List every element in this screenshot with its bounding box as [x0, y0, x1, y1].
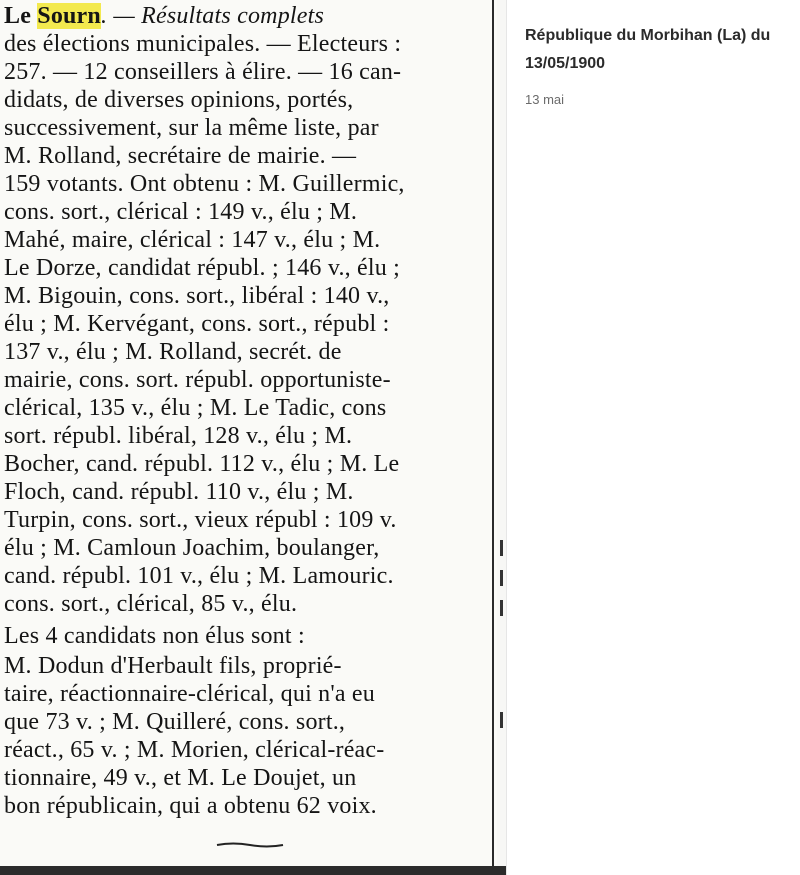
article-line: sort. républ. libéral, 128 v., élu ; M.	[4, 423, 353, 449]
article-line: réact., 65 v. ; M. Morien, clérical-réac-	[4, 737, 385, 763]
article-line: Les 4 candidats non élus sont :	[4, 623, 305, 649]
article-line: 257. — 12 conseillers à élire. — 16 can-	[4, 59, 402, 85]
article-line: des élections municipales. — Electeurs :	[4, 31, 402, 57]
column-rule	[492, 0, 494, 866]
article-line: Turpin, cons. sort., vieux républ : 109 v.	[4, 507, 397, 533]
article-line: Mahé, maire, clérical : 147 v., élu ; M.	[4, 227, 381, 253]
article-line: M. Dodun d'Herbault fils, proprié-	[4, 653, 342, 679]
article-line: 137 v., élu ; M. Rolland, secrét. de	[4, 339, 342, 365]
article-line: Le Dorze, candidat républ. ; 146 v., élu ;	[4, 255, 401, 281]
article-line: cons. sort., clérical, 85 v., élu.	[4, 591, 298, 617]
document-date: 13 mai	[525, 92, 565, 107]
article-line-rest: . — Résultats complets	[100, 3, 325, 29]
article-line: didats, de diverses opinions, portés,	[4, 87, 354, 113]
article-line: Floch, cand. républ. 110 v., élu ; M.	[4, 479, 354, 505]
article-line: que 73 v. ; M. Quilleré, cons. sort.,	[4, 709, 346, 735]
article-line: M. Bigouin, cons. sort., libéral : 140 v.,	[4, 283, 390, 309]
article-line: mairie, cons. sort. républ. opportuniste-	[4, 367, 391, 393]
article-line: tionnaire, 49 v., et M. Le Doujet, un	[4, 765, 357, 791]
viewer-bottom-bar	[0, 866, 506, 875]
article-line: Bocher, cand. républ. 112 v., élu ; M. Le	[4, 451, 400, 477]
article-line	[4, 2, 490, 30]
article-line: bon républicain, qui a obtenu 62 voix.	[4, 793, 377, 819]
article-line: clérical, 135 v., élu ; M. Le Tadic, cons	[4, 395, 387, 421]
document-title[interactable]: République du Morbihan (La) du 13/05/1900	[525, 27, 771, 72]
article-line: cons. sort., clérical : 149 v., élu ; M.	[4, 199, 358, 225]
side-panel	[506, 0, 800, 875]
article-line: M. Rolland, secrétaire de mairie. —	[4, 143, 357, 169]
article-line: successivement, sur la même liste, par	[4, 115, 379, 141]
article-line: 159 votants. Ont obtenu : M. Guillermic,	[4, 171, 405, 197]
ornament-divider-icon	[215, 842, 285, 848]
article-line: élu ; M. Camloun Joachim, boulanger,	[4, 535, 380, 561]
article-line: taire, réactionnaire-clérical, qui n'a eu	[4, 681, 375, 707]
article-line: cand. républ. 101 v., élu ; M. Lamouric.	[4, 563, 394, 589]
article-place-prefix: Le	[4, 3, 38, 29]
article-line: élu ; M. Kervégant, cons. sort., républ :	[4, 311, 390, 337]
search-highlight: Sourn	[37, 3, 101, 29]
